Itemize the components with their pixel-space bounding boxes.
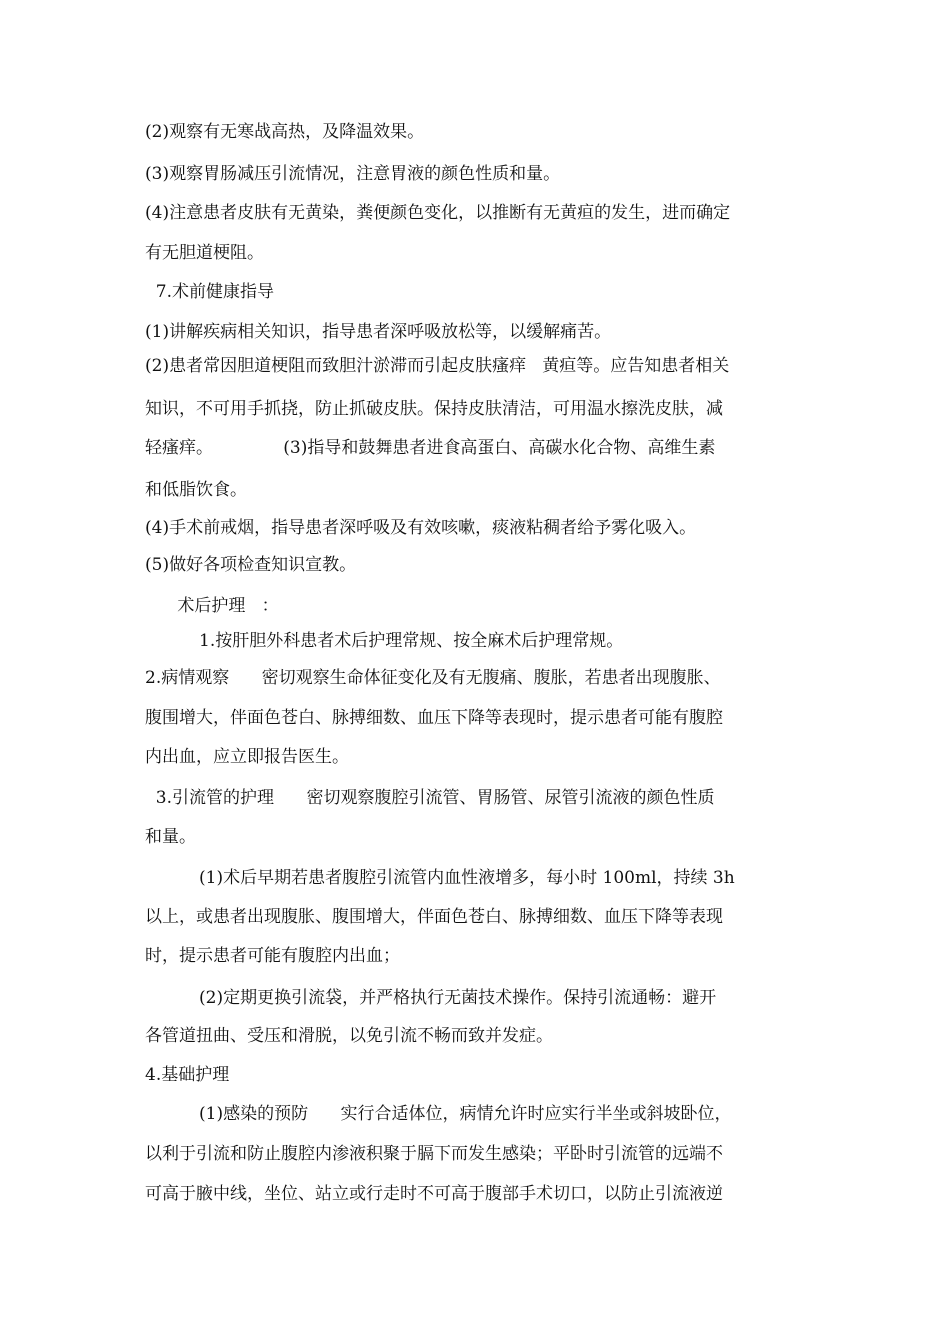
text-line: (3)观察胃肠减压引流情况，注意胃液的颜色性质和量。 [145, 164, 561, 184]
text-line: 知识，不可用手抓挠，防止抓破皮肤。保持皮肤清洁，可用温水擦洗皮肤，减 [145, 399, 723, 419]
text-line: 轻瘙痒。 (3)指导和鼓舞患者进食高蛋白、高碳水化合物、高维生素 [145, 438, 716, 458]
section-heading: 4.基础护理 [145, 1065, 230, 1085]
text-line: 2.病情观察 密切观察生命体征变化及有无腹痛、腹胀，若患者出现腹胀、 [145, 668, 721, 688]
section-heading: 7.术前健康指导 [145, 282, 275, 302]
text-line: 腹围增大，伴面色苍白、脉搏细数、血压下降等表现时，提示患者可能有腹腔 [145, 708, 723, 728]
text-line: (2)定期更换引流袋，并严格执行无菌技术操作。保持引流通畅：避开 [145, 988, 717, 1008]
text-line: (1)讲解疾病相关知识，指导患者深呼吸放松等，以缓解痛苦。 [145, 322, 612, 342]
text-line: 可高于腋中线，坐位、站立或行走时不可高于腹部手术切口，以防止引流液逆 [145, 1184, 723, 1204]
text-line: 和低脂饮食。 [145, 480, 247, 500]
text-line: (1)术后早期若患者腹腔引流管内血性液增多，每小时 100ml，持续 3h [145, 868, 735, 888]
text-line: (1)感染的预防 实行合适体位，病情允许时应实行半坐或斜坡卧位， [145, 1104, 732, 1124]
text-line: (2)观察有无寒战高热，及降温效果。 [145, 122, 425, 142]
text-line: 有无胆道梗阻。 [145, 243, 264, 263]
text-line: (4)注意患者皮肤有无黄染，粪便颜色变化，以推断有无黄疸的发生，进而确定 [145, 203, 731, 223]
text-line: (5)做好各项检查知识宣教。 [145, 555, 357, 575]
section-heading: 3.引流管的护理 密切观察腹腔引流管、胃肠管、尿管引流液的颜色性质 [145, 788, 715, 808]
text-line: 以利于引流和防止腹腔内渗液积聚于膈下而发生感染；平卧时引流管的远端不 [145, 1144, 723, 1164]
text-line: 和量。 [145, 827, 196, 847]
text-line: 内出血，应立即报告医生。 [145, 747, 349, 767]
section-heading: 术后护理 ： [145, 596, 279, 616]
text-line: 时，提示患者可能有腹腔内出血； [145, 946, 400, 966]
text-line: 以上，或患者出现腹胀、腹围增大，伴面色苍白、脉搏细数、血压下降等表现 [145, 907, 723, 927]
text-line: 各管道扭曲、受压和滑脱，以免引流不畅而致并发症。 [145, 1026, 553, 1046]
text-line: (4)手术前戒烟，指导患者深呼吸及有效咳嗽，痰液粘稠者给予雾化吸入。 [145, 518, 697, 538]
text-line: 1.按肝胆外科患者术后护理常规、按全麻术后护理常规。 [145, 631, 624, 651]
text-line: (2)患者常因胆道梗阻而致胆汁淤滞而引起皮肤瘙痒 黄疸等。应告知患者相关 [145, 356, 730, 376]
